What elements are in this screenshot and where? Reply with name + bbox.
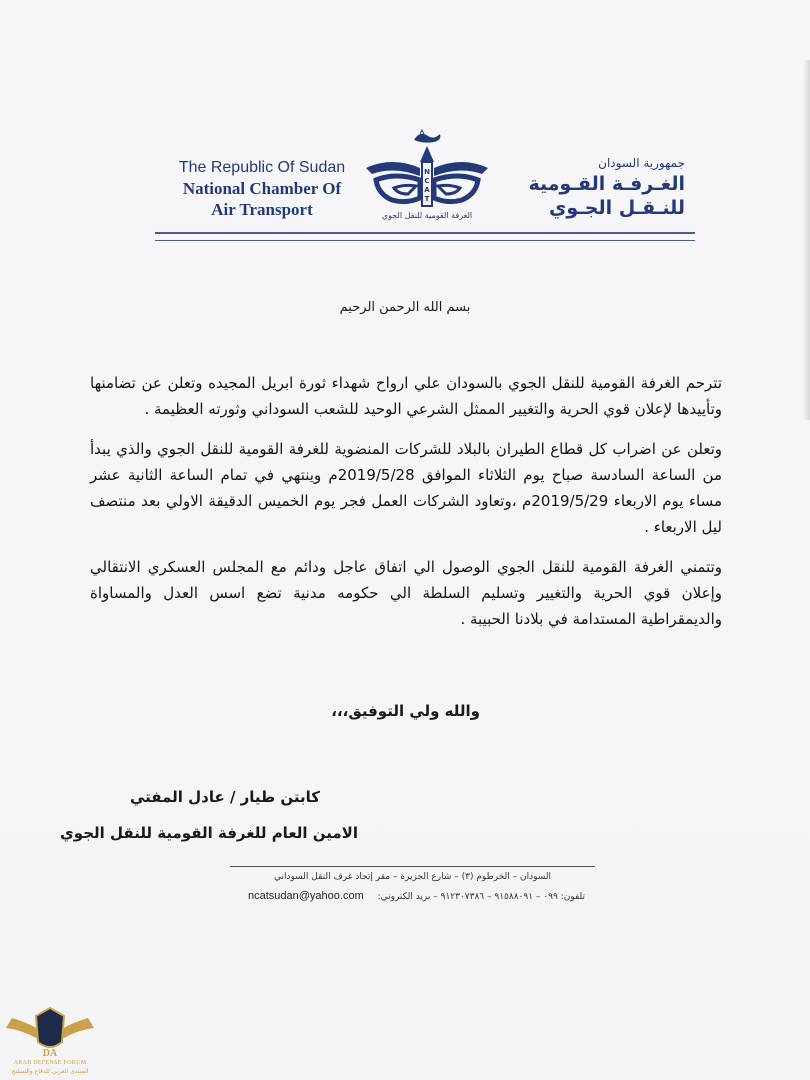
letterhead [150, 128, 695, 240]
watermark-text-en: ARAB DEFENSE FORUM [13, 1060, 87, 1066]
letterhead-ar-republic: جمهورية السودان [598, 156, 685, 170]
logo-caption: الغرفة القومية للنقل الجوي [381, 211, 473, 220]
letter-body [90, 370, 722, 646]
footer-contact: تلفون: ٠٩٩ – ٩١٥٨٨٠٩١ – ٩١٢٣٠٧٣٨٦ – بريد الكتروني: [377, 892, 585, 902]
letterhead-divider [155, 232, 695, 241]
letterhead-en-republic: The Republic Of Sudan [178, 159, 346, 176]
signatory-name: كابتن طيار / عادل المفتي [129, 788, 320, 806]
letterhead-ar-chamber: الغـرفـة القـومية [528, 173, 685, 195]
closing-line: والله ولي التوفيق،،، [331, 702, 480, 720]
ncat-logo [362, 128, 492, 228]
basmala: بسم الله الرحمن الرحيم [339, 300, 471, 315]
letterhead-en-chamber: National Chamber Of [182, 179, 342, 198]
page-edge-shadow [802, 60, 810, 420]
logo-letter-a: A [424, 186, 430, 194]
signatory-title: الامين العام للغرفة القومية للنقل الجوي [60, 824, 358, 842]
logo-letter-n: N [424, 168, 430, 176]
footer-address: السودان – الخرطوم (٣) – شارع الجزيرة – مقر إتحاد غرف النقل السوداني [273, 872, 552, 882]
paragraph-1: تترحم الغرفة القومية للنقل الجوي بالسودان علي ارواح شهداء ثورة ابريل المجيده وتعلن عن تضامنها وتأييدها لإعلان قوي الحرية والتغيير الممثل الشرعي الوحيد للشعب السوداني وثورته العظيمة . [90, 374, 722, 418]
watermark-letters: DA [42, 1048, 58, 1059]
logo-letter-t: T [424, 195, 430, 203]
footer-divider [230, 866, 595, 867]
footer-email: ncatsudan@yahoo.com [248, 890, 364, 902]
letterhead-ar-air-transport: للنـقـل الجـوي [548, 197, 685, 219]
paragraph-2: وتعلن عن اضراب كل قطاع الطيران بالبلاد للشركات المنضوية للغرفة القومية للنقل الجوي والذي يبدأ من الساعة السادسة صباح يوم الثلاثاء الموافق 2019/5/28م وينتهي في تمام الساعة الثانية عشر مساء يوم الاربعاء 2019/5/29م ،وتعاود الشركات العمل فجر يوم الخميس الدقيقة الاولي بعد منتصف ليل الاربعاء . [90, 440, 722, 536]
letterhead-english [162, 158, 362, 220]
paragraph-3: وتتمني الغرفة القومية للنقل الجوي الوصول الي اتفاق عاجل ودائم مع المجلس العسكري الانتقالي وإعلان قوي الحرية والتغيير وتسليم السلطة الي حكومه مدنية تضع اسس العدل والمساواة والديمقراطية المستدامة في بلادنا الحبيبة . [90, 558, 722, 628]
watermark-text-ar: المنتدى العربي للدفاع والتسليح [11, 1068, 89, 1075]
letterhead-arabic [515, 154, 685, 220]
letterhead-en-air-transport: Air Transport [211, 200, 313, 219]
logo-letter-c: C [424, 177, 430, 185]
